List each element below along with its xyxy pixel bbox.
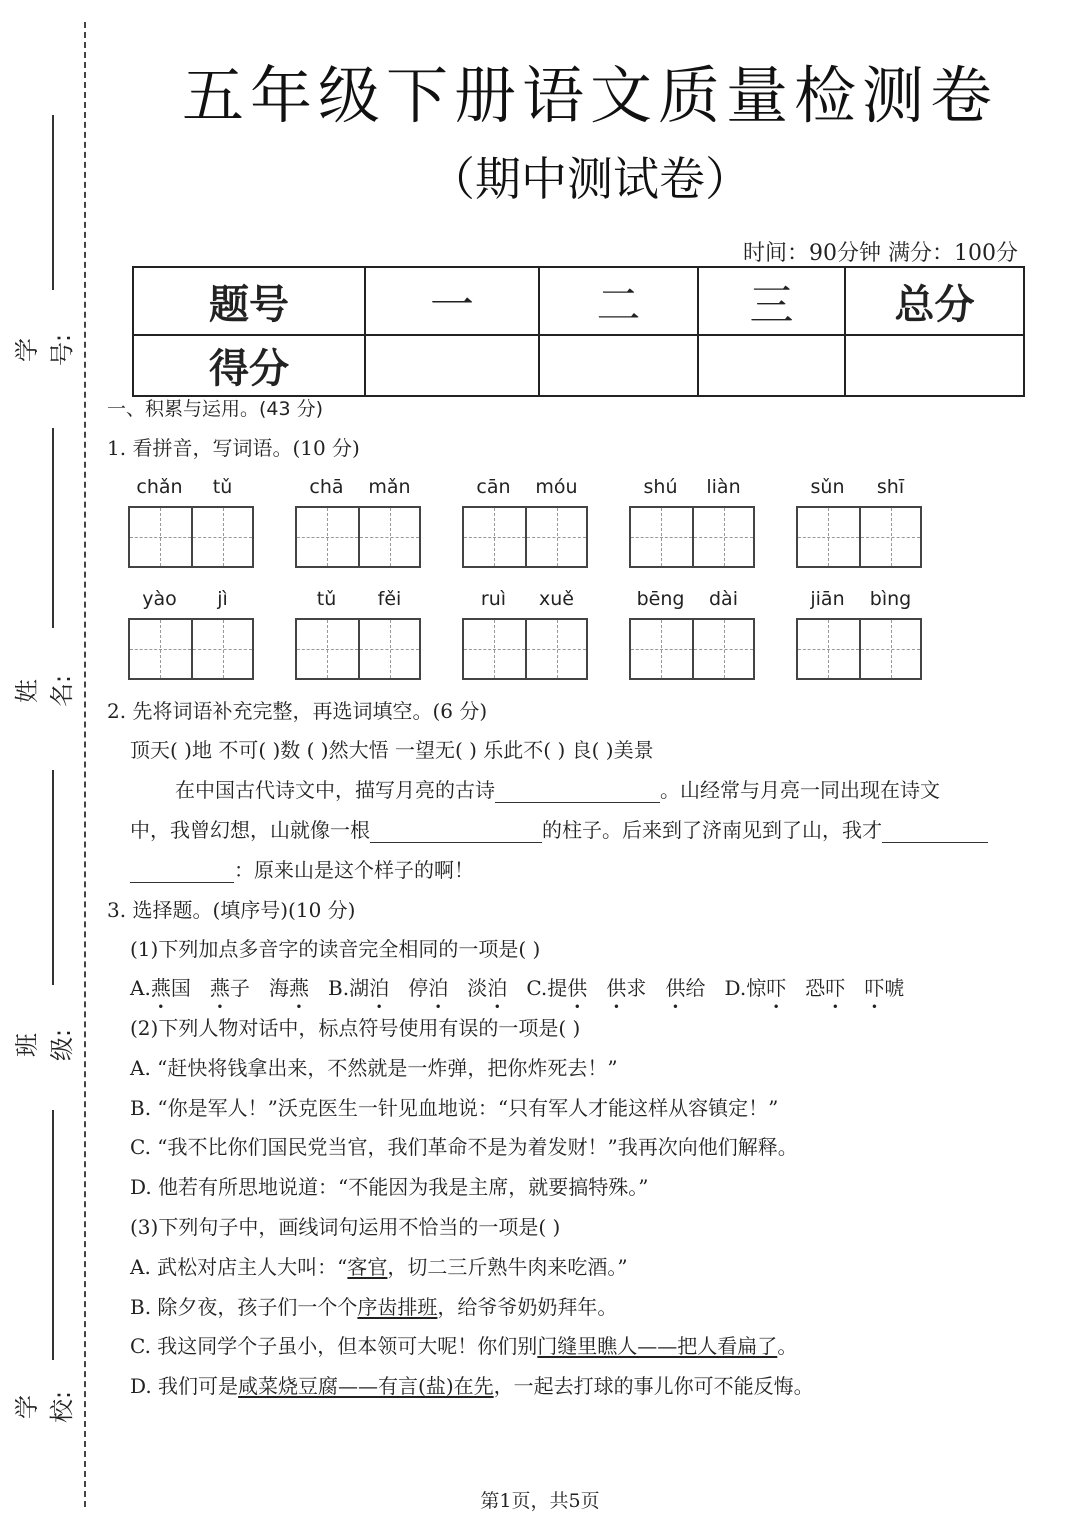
idiom-fill-line: 顶天( )地 不可( )数 ( )然大悟 一望无( ) 乐此不( ) 良( )美景 — [130, 738, 654, 762]
pinyin-text: mǎn — [368, 476, 411, 498]
q3-part-2-option-c[interactable]: C. “我不比你们国民党当官，我们革命不是为着发财！”我再次向他们解释。 — [130, 1135, 798, 1159]
underlined-phrase: 客官 — [347, 1255, 388, 1279]
pinyin-text: shú — [643, 476, 678, 498]
q3-part-3-option-d[interactable] — [130, 1370, 814, 1399]
section-three-header: 三 — [698, 267, 845, 335]
q3-part-2-option-b[interactable]: B. “你是军人！”沃克医生一针见血地说：“只有军人才能这样从容镇定！” — [130, 1096, 779, 1120]
q2-sentence-line-2 — [130, 814, 988, 843]
option-letter: D. — [724, 976, 747, 1000]
score-cell-section-three[interactable] — [698, 335, 845, 396]
char: 子 — [229, 976, 250, 1000]
q3-part-3-option-c[interactable] — [130, 1330, 797, 1359]
pinyin-item — [629, 476, 755, 568]
option-text: ，一起去打球的事儿你可不能反悔。 — [493, 1374, 814, 1398]
pinyin-item — [128, 476, 254, 568]
score-cell-section-one[interactable] — [365, 335, 539, 396]
class-field — [13, 770, 76, 1070]
writing-grid[interactable] — [629, 618, 755, 680]
dotted-char: 泊 — [428, 976, 449, 1000]
score-table-score-row — [133, 335, 1024, 396]
writing-grid[interactable] — [295, 506, 421, 568]
char: 惊 — [746, 976, 767, 1000]
q2-sentence-line-1 — [175, 774, 940, 803]
dotted-char: 吓 — [864, 976, 885, 1000]
option-d[interactable] — [725, 976, 905, 1000]
writing-grid[interactable] — [462, 506, 588, 568]
underlined-phrase: 咸菜烧豆腐——有言(盐)在先 — [238, 1374, 494, 1398]
writing-grid[interactable] — [295, 618, 421, 680]
answer-blank[interactable] — [495, 782, 660, 803]
section-one-heading: 一、积累与运用。(43 分) — [107, 398, 324, 420]
underlined-phrase: 门缝里瞧人——把人看扁了 — [537, 1334, 778, 1358]
option-text: C. 我这同学个子虽小，但本领可大呢！你们别 — [130, 1334, 538, 1358]
char: 国 — [170, 976, 191, 1000]
pinyin-text: xuě — [539, 588, 574, 610]
score-cell-section-two[interactable] — [539, 335, 698, 396]
underlined-phrase: 序齿排班 — [357, 1295, 438, 1319]
pinyin-item — [128, 588, 254, 680]
q3-part-2-stem: (2)下列人物对话中，标点符号使用有误的一项是( ) — [130, 1016, 581, 1040]
char: 唬 — [884, 976, 905, 1000]
answer-blank[interactable] — [882, 822, 988, 843]
writing-grid[interactable] — [128, 506, 254, 568]
pinyin-text: tǔ — [212, 476, 233, 498]
option-letter: C. — [526, 976, 548, 1000]
question-3-title: 3. 选择题。(填序号)(10 分) — [107, 898, 356, 922]
writing-grid[interactable] — [128, 618, 254, 680]
page-number: 第1页，共5页 — [480, 1490, 600, 1512]
name-line[interactable] — [52, 428, 54, 628]
pinyin-text: móu — [535, 476, 578, 498]
question-1-title: 1. 看拼音，写词语。(10 分) — [107, 436, 360, 460]
pinyin-item — [462, 588, 588, 680]
option-text: 。 — [777, 1334, 798, 1358]
pinyin-item — [462, 476, 588, 568]
page-subtitle: （期中测试卷） — [429, 152, 751, 206]
q2-text: 在中国古代诗文中，描写月亮的古诗 — [175, 778, 495, 802]
pinyin-text: sǔn — [810, 476, 845, 498]
char: 淡 — [467, 976, 488, 1000]
option-text: ，给爷爷奶奶拜年。 — [437, 1295, 618, 1319]
question-number-header: 题号 — [133, 267, 365, 335]
student-id-field — [13, 115, 76, 367]
student-id-line[interactable] — [52, 115, 54, 290]
q3-part-1-options — [130, 972, 904, 1001]
q2-text: ：原来山是这个样子的啊！ — [234, 858, 474, 882]
pinyin-text: yào — [142, 588, 177, 610]
option-text: A. 武松对店主人大叫：“ — [130, 1255, 348, 1279]
q3-part-3-option-b[interactable] — [130, 1291, 617, 1320]
time-score-info: 时间：90分钟 满分：100分 — [743, 241, 1018, 266]
q3-part-2-option-d[interactable]: D. 他若有所思地说道：“不能因为我是主席，就要搞特殊。” — [130, 1175, 649, 1199]
pinyin-text: liàn — [706, 476, 741, 498]
school-line[interactable] — [52, 1110, 54, 1360]
total-score-header: 总分 — [845, 267, 1024, 335]
pinyin-text: fěi — [377, 588, 402, 610]
answer-blank[interactable] — [130, 862, 234, 883]
pinyin-text: cān — [476, 476, 511, 498]
pinyin-text: chā — [309, 476, 344, 498]
school-field — [13, 1110, 76, 1424]
q2-sentence-line-3 — [130, 854, 474, 883]
q3-part-3-option-a[interactable] — [130, 1251, 628, 1280]
dotted-char: 燕 — [288, 976, 309, 1000]
pinyin-text: chǎn — [136, 476, 183, 498]
char: 停 — [408, 976, 429, 1000]
option-letter: A. — [130, 976, 151, 1000]
dotted-char: 泊 — [487, 976, 508, 1000]
pinyin-item — [796, 588, 922, 680]
option-text: B. 除夕夜，孩子们一个个 — [130, 1295, 358, 1319]
q3-part-2-option-a[interactable]: A. “赶快将钱拿出来，不然就是一炸弹，把你炸死去！” — [130, 1056, 618, 1080]
dotted-char: 供 — [567, 976, 588, 1000]
option-letter: B. — [328, 976, 350, 1000]
score-table-header-row — [133, 267, 1024, 335]
pinyin-text: bìng — [869, 588, 912, 610]
school-label: 学校: — [13, 1390, 76, 1424]
class-line[interactable] — [52, 770, 54, 985]
question-2-title: 2. 先将词语补充完整，再选词填空。(6 分) — [107, 699, 488, 723]
writing-grid[interactable] — [629, 506, 755, 568]
char: 给 — [685, 976, 706, 1000]
dotted-char: 供 — [606, 976, 627, 1000]
student-id-label: 学号: — [13, 333, 76, 367]
dotted-char: 吓 — [766, 976, 787, 1000]
pinyin-text: bēng — [636, 588, 685, 610]
q3-part-1-stem: (1)下列加点多音字的读音完全相同的一项是( ) — [130, 937, 541, 961]
q2-text: 中，我曾幻想，山就像一根 — [130, 818, 370, 842]
option-a[interactable] — [130, 976, 309, 1000]
pinyin-text: tǔ — [316, 588, 337, 610]
answer-blank[interactable] — [370, 822, 542, 843]
char: 湖 — [349, 976, 370, 1000]
pinyin-text: shī — [876, 476, 905, 498]
score-row-label: 得分 — [133, 335, 365, 396]
binding-dashed-line — [84, 22, 86, 1507]
section-two-header: 二 — [539, 267, 698, 335]
score-table — [132, 266, 1025, 397]
pinyin-text: jiān — [810, 588, 845, 610]
q2-text: 。山经常与月亮一同出现在诗文 — [660, 778, 940, 802]
score-cell-total[interactable] — [845, 335, 1024, 396]
char: 提 — [547, 976, 568, 1000]
option-b[interactable] — [328, 976, 507, 1000]
option-c[interactable] — [526, 976, 705, 1000]
dotted-char: 泊 — [369, 976, 390, 1000]
pinyin-item — [295, 588, 421, 680]
dotted-char: 燕 — [150, 976, 171, 1000]
char: 恐 — [805, 976, 826, 1000]
dotted-char: 吓 — [825, 976, 846, 1000]
char: 求 — [626, 976, 647, 1000]
name-label: 姓名: — [13, 674, 76, 708]
class-label: 班级: — [13, 1028, 76, 1062]
pinyin-item — [295, 476, 421, 568]
pinyin-text: jì — [217, 588, 228, 610]
name-field — [13, 428, 76, 708]
writing-grid[interactable] — [462, 618, 588, 680]
page-title: 五年级下册语文质量检测卷 — [181, 59, 998, 132]
pinyin-item — [629, 588, 755, 680]
dotted-char: 燕 — [209, 976, 230, 1000]
dotted-char: 供 — [665, 976, 686, 1000]
section-one-header: 一 — [365, 267, 539, 335]
writing-grid[interactable] — [796, 618, 922, 680]
q2-text: 的柱子。后来到了济南见到了山，我才 — [542, 818, 882, 842]
pinyin-text: dài — [709, 588, 738, 610]
writing-grid[interactable] — [796, 506, 922, 568]
pinyin-text: ruì — [480, 588, 507, 610]
q3-part-3-stem: (3)下列句子中，画线词句运用不恰当的一项是( ) — [130, 1215, 561, 1239]
pinyin-item — [796, 476, 922, 568]
char: 海 — [268, 976, 289, 1000]
option-text: ，切二三斤熟牛肉来吃酒。” — [387, 1255, 628, 1279]
option-text: D. 我们可是 — [130, 1374, 239, 1398]
